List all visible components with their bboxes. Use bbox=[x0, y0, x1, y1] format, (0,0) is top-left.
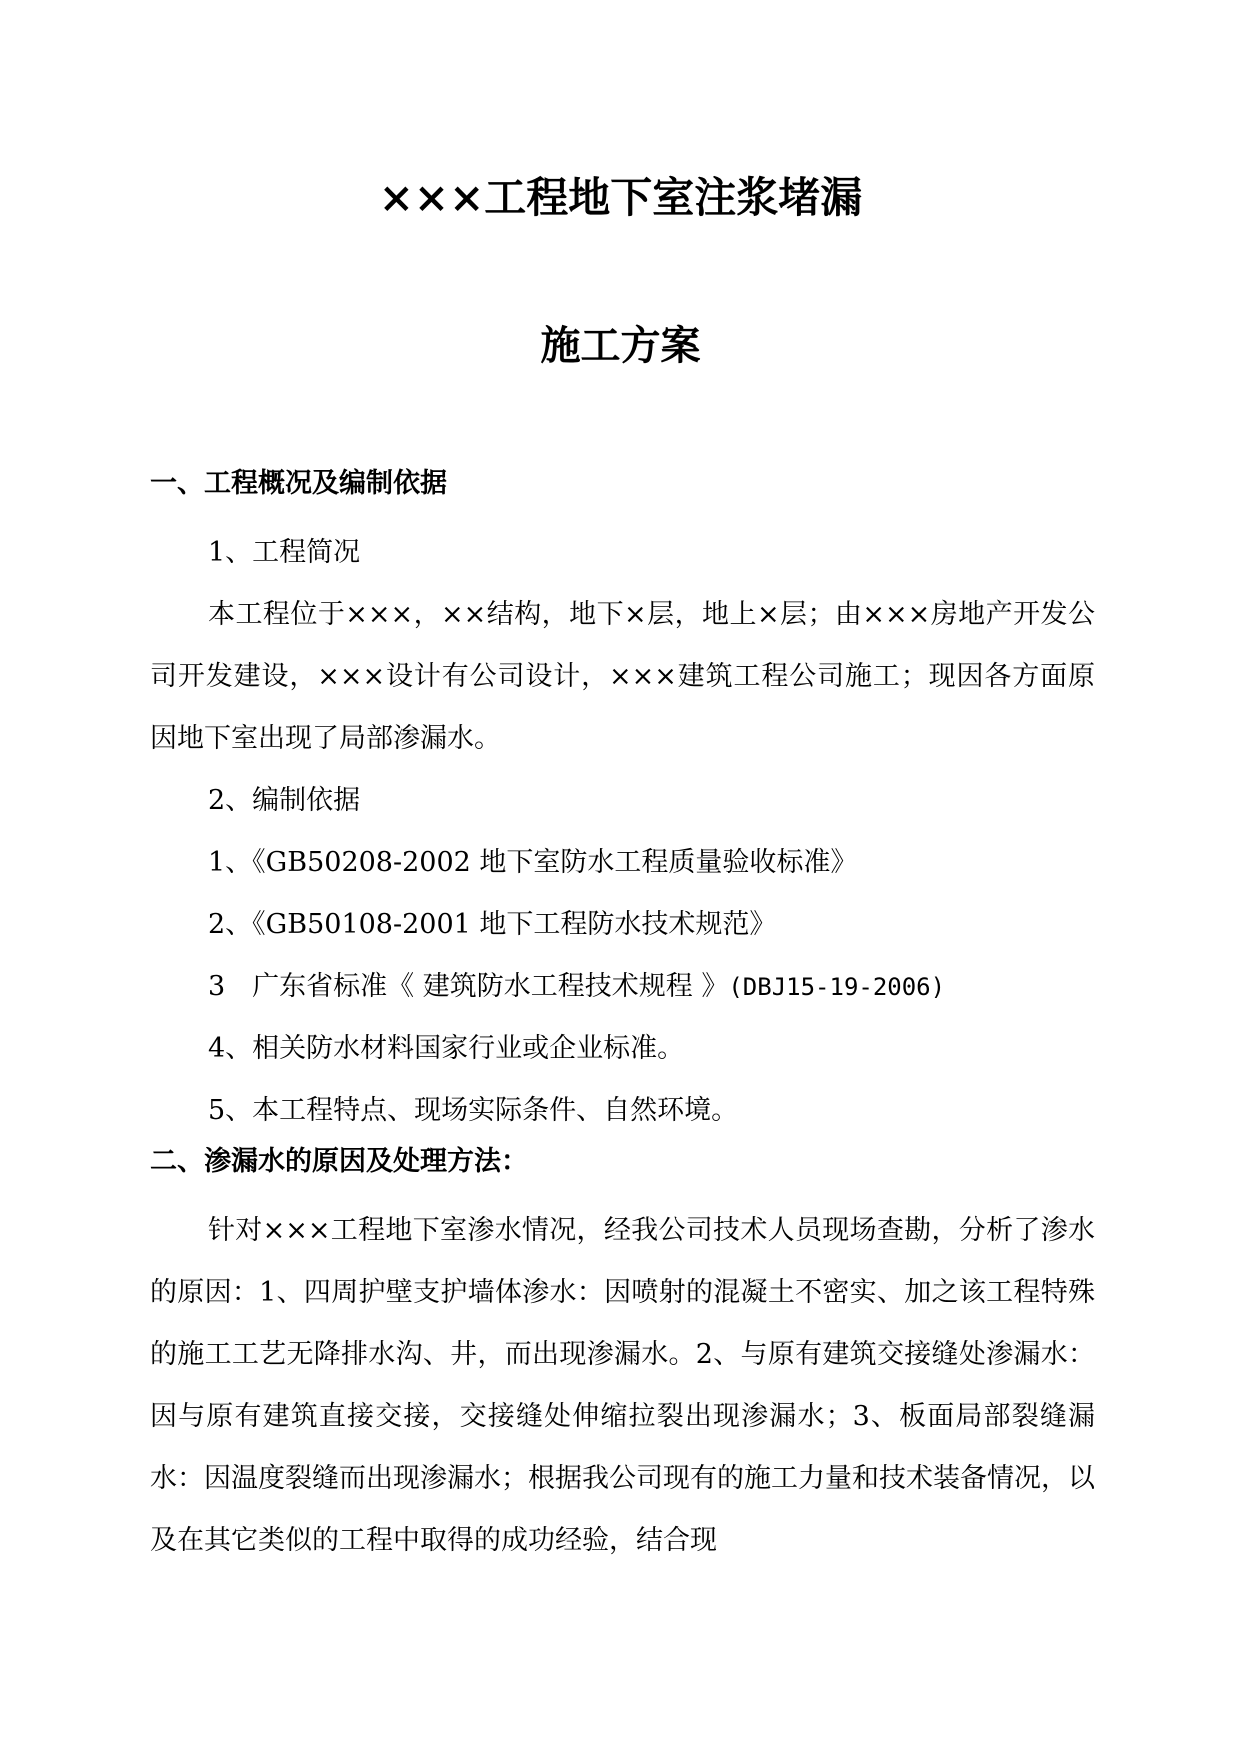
project-summary-paragraph: 本工程位于×××，××结构，地下×层，地上×层；由×××房地产开发公司开发建设，×××设计有公司设计，×××建筑工程公司施工；现因各方面原因地下室出现了局部渗漏水。 bbox=[150, 599, 1095, 754]
reference-item: 1、《GB50208-2002 地下室防水工程质量验收标准》 bbox=[208, 847, 858, 878]
document-subtitle: 施工方案 bbox=[540, 322, 701, 369]
subsection-heading-basis: 2、编制依据 bbox=[208, 785, 361, 816]
subsection-heading-project-summary: 1、工程简况 bbox=[208, 537, 361, 568]
section-heading-causes: 二、渗漏水的原因及处理方法： bbox=[150, 1146, 528, 1177]
section-heading-overview: 一、工程概况及编制依据 bbox=[150, 468, 447, 499]
causes-paragraph: 针对×××工程地下室渗水情况，经我公司技术人员现场查勘，分析了渗水的原因：1、四周护壁支护墙体渗水：因喷射的混凝土不密实、加之该工程特殊的施工工艺无降排水沟、井，而出现渗漏水。2、与原有建筑交接缝处渗漏水：因与原有建筑直接交接，交接缝处伸缩拉裂出现渗漏水；3、板面局部裂缝漏水：因温度裂缝而出现渗漏水；根据我公司现有的施工力量和技术装备情况，以及在其它类似的工程中取得的成功经验，结合现 bbox=[150, 1215, 1095, 1556]
reference-item-text: 3 广东省标准《 建筑防水工程技术规程 》 bbox=[208, 971, 729, 1002]
document-body bbox=[150, 460, 1095, 1572]
reference-item: 2、《GB50108-2001 地下工程防水技术规范》 bbox=[208, 909, 777, 940]
document-title: ×××工程地下室注浆堵漏 bbox=[378, 173, 863, 222]
reference-item: 4、相关防水材料国家行业或企业标准。 bbox=[208, 1033, 685, 1064]
reference-item: 5、本工程特点、现场实际条件、自然环境。 bbox=[208, 1095, 739, 1126]
reference-item bbox=[150, 956, 1095, 1018]
reference-item-code: (DBJ15-19-2006) bbox=[728, 973, 946, 1001]
